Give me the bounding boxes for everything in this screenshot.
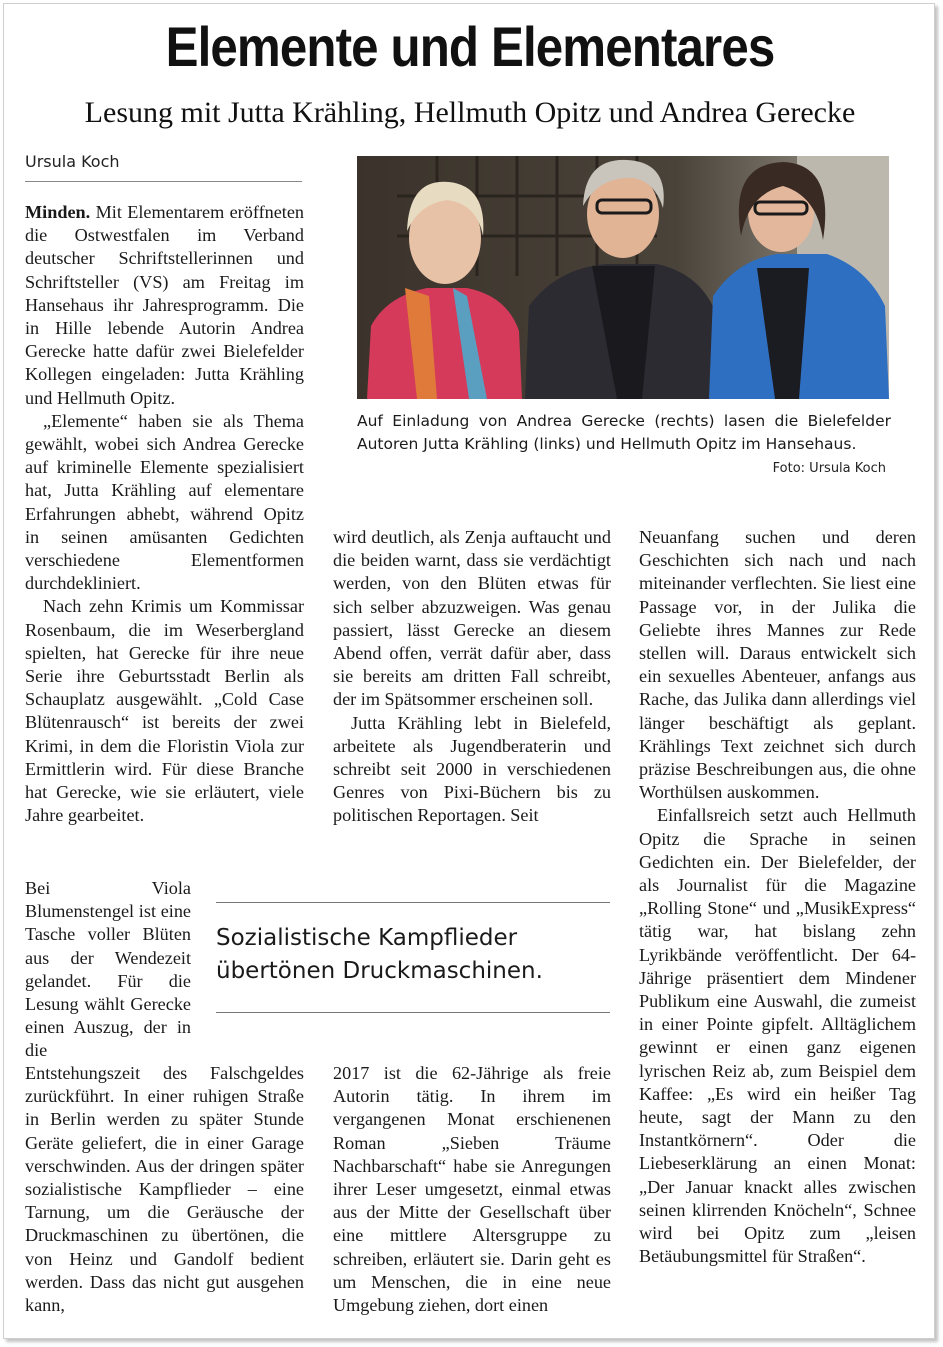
paragraph: „Elemente“ haben sie als Thema gewählt, wobei sich Andrea Gerecke auf kriminelle Elemente spezialisiert hat, Jutta Krähling auf elementare Erfahrungen abhebt, während Opitz in seinen amüsanten Gedichten verschiedene Elementformen durchdekliniert. xyxy=(25,410,304,594)
photo-illustration xyxy=(357,156,889,399)
pullquote-rule-top xyxy=(216,902,610,903)
column-2-lower xyxy=(333,1062,611,1317)
dateline: Minden. xyxy=(25,202,91,222)
paragraph-text: Mit Elementarem eröffneten die Ostwestfalen im Verband deutscher Schriftstellerinnen und Schriftsteller (VS) am Freitag im Hansehaus ihr Jahresprogramm. Die in Hille lebende Autorin Andrea Gerecke hatte dafür zwei Bielefelder Kollegen eingeladen: Jutta Krähling und Hellmuth Opitz. xyxy=(25,202,305,408)
column-1-upper xyxy=(25,201,304,827)
paragraph: Neuanfang suchen und deren Geschichten sich nach und nach miteinander verflechten. Sie liest eine Passage vor, in der Julika die Geliebte ihres Mannes zur Rede stellen will. Daraus entwickelt sich ein sexuelles Abenteuer, anfangs aus Rache, das Julika dann allerdings viel länger beschäftigt als geplant. Krählings Text zeichnet sich durch präzise Beschreibungen aus, die ohne Worthülsen auskommen. xyxy=(639,527,916,803)
photo-credit: Foto: Ursula Koch xyxy=(772,461,886,476)
paragraph: Jutta Krähling lebt in Bielefeld, arbeitete als Jugendberaterin und schreibt seit 2000 in verschiedenen Genres von Pixi-Büchern bis zu politischen Reportagen. Seit xyxy=(333,712,611,826)
byline-divider xyxy=(25,181,302,182)
paragraph: Einfallsreich setzt auch Hellmuth Opitz die Sprache in seinen Gedichten ein. Der Bielefelder, der als Journalist für die Magazine „Rolling Stone“ und „MusikExpress“ tätig war, hat bislang zehn Lyrikbände veröffentlicht. Der 64-Jährige präsentiert dem Mindener Publikum eine Auswahl, die zumeist in einer Pointe gipfelt. Alltäglichem gewinnt er einen ganz eigenen lyrischen Reiz ab, zum Beispiel dem Kaffee: „Es wird ein heißer Tag heute, sagt der Mann zu den Instantkörnern“. Oder die Liebeserklärung an einen Monat: „Der Januar knackt alles zwischen seinen klirrenden Knöcheln“, Schnee wird bei Opitz zum „leisen Betäubungsmittel für Straßen“. xyxy=(639,805,916,1267)
headline: Elemente und Elementares xyxy=(165,15,775,78)
paragraph: Bei Viola Blumenstengel ist eine Tasche voller Blüten aus der Wendezeit gelandet. Für die Lesung wählt Gerecke einen Auszug, der in die xyxy=(25,878,191,1061)
subheadline: Lesung mit Jutta Krähling, Hellmuth Opitz und Andrea Gerecke xyxy=(84,96,856,129)
column-1-lower xyxy=(25,1062,304,1317)
column-3 xyxy=(639,526,916,1269)
paragraph: 2017 ist die 62-Jährige als freie Autorin tätig. In ihrem im vergangenen Monat erschienenen Roman „Sieben Träume Nachbarschaft“ habe sie Anregungen ihrer Leser umgesetzt, einmal etwas aus der Mitte der Gesellschaft über eine mittlere Altersgruppe zu schreiben, erläutert sie. Darin geht es um Menschen, die in eine neue Umgebung ziehen, dort einen xyxy=(333,1063,611,1316)
pullquote: Sozialistische Kampflieder übertönen Druckmaschinen. xyxy=(216,925,543,984)
paragraph: Entstehungszeit des Falschgeldes zurückführt. In einer ruhigen Straße in Berlin werden zu später Stunde Geräte geliefert, die in einer Garage verschwinden. Aus der dringen später sozialistische Kampflieder – eine Tarnung, um die Geräusche der Druckmaschinen zu übertönen, die von Heinz und Gandolf bedient werden. Dass das nicht gut ausgehen kann, xyxy=(25,1063,304,1316)
pullquote-rule-bottom xyxy=(216,1012,610,1013)
paragraph xyxy=(25,201,304,410)
author-byline: Ursula Koch xyxy=(25,152,120,171)
paragraph: Nach zehn Krimis um Kommissar Rosenbaum, die im Weserbergland spielten, hat Gerecke für ihre neue Serie ihre Geburtsstadt Berlin als Schauplatz ausgewählt. „Cold Case Blütenrausch“ ist bereits der zwei Krimi, in dem die Floristin Viola zur Ermittlerin wird. Für diese Branche hat Gerecke, wie sie erläutert, viele Jahre gearbeitet. xyxy=(25,596,304,826)
column-2-upper xyxy=(333,526,611,828)
newspaper-clipping xyxy=(3,3,935,1339)
paragraph: wird deutlich, als Zenja auftaucht und die beiden warnt, dass sie verdächtigt werden, von den Blüten etwas für sich selber abzuzweigen. Was genau passiert, lässt Gerecke an diesem Abend offen, verrät dafür aber, dass sie bereits am dritten Fall schreibt, der im Spätsommer erscheinen soll. xyxy=(333,527,611,710)
photo-caption: Auf Einladung von Andrea Gerecke (rechts) lasen die Bielefelder Autoren Jutta Krähling (links) und Hellmuth Opitz im Hansehaus. xyxy=(357,412,891,453)
column-1-narrow xyxy=(25,877,191,1063)
article-photo xyxy=(357,156,889,399)
